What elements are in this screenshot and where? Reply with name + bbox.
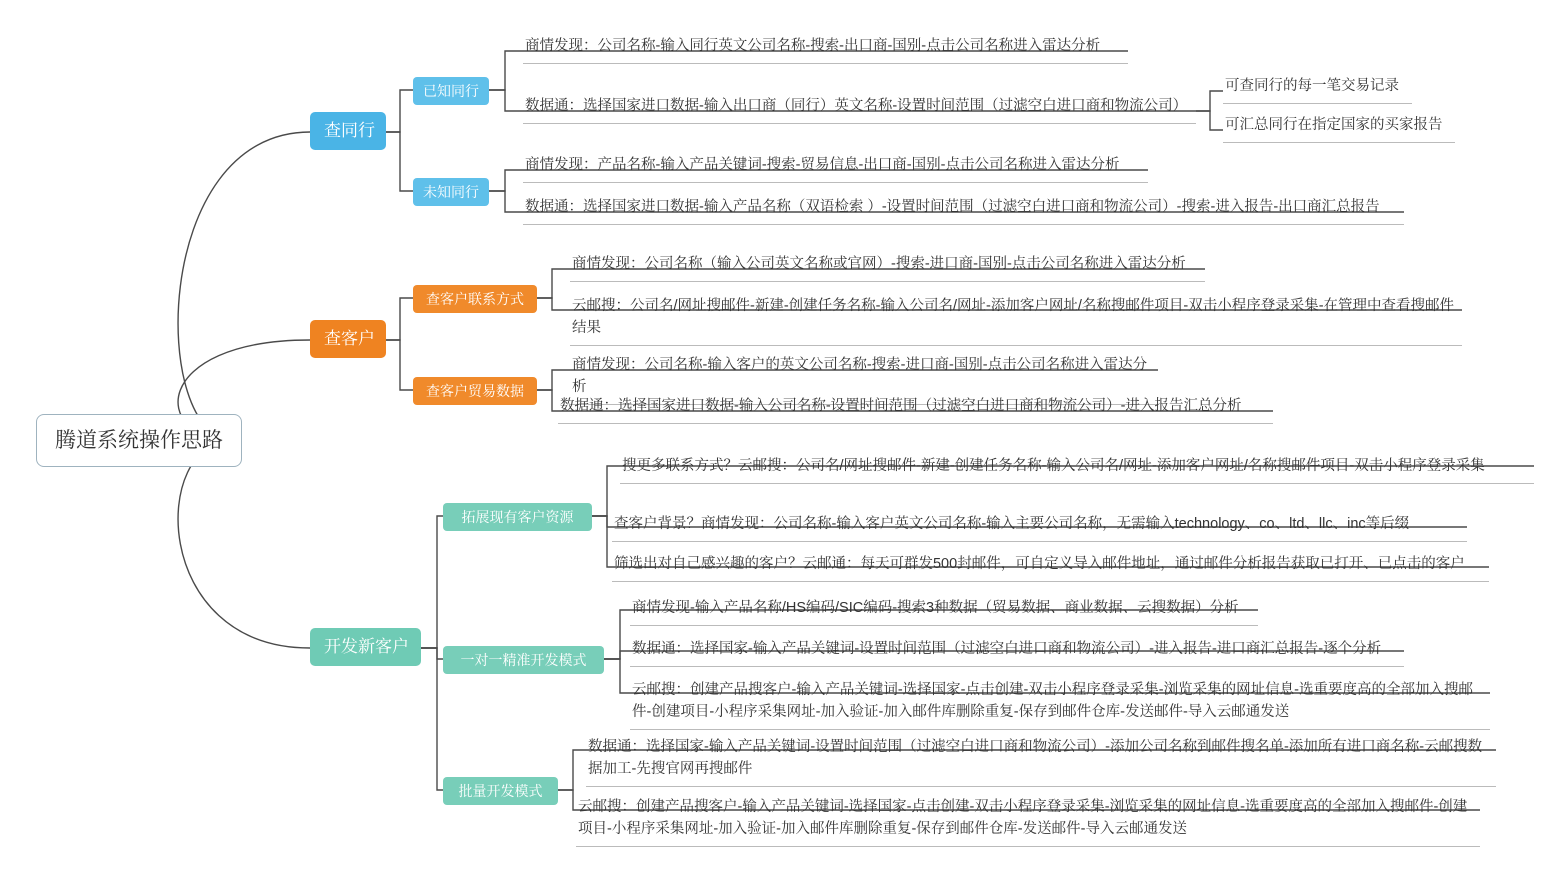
- subbranch-customer-contact[interactable]: [413, 285, 537, 313]
- leaf-node: 商情发现：产品名称-输入产品关键词-搜索-贸易信息-出口商-国别-点击公司名称进入雷达分析: [523, 153, 1148, 183]
- subbranch-customer-trade-data[interactable]: [413, 377, 537, 405]
- leaf-node: 云邮搜：创建产品搜客户-输入产品关键词-选择国家-点击创建-双击小程序登录采集-浏览采集的网址信息-选重要度高的全部加入搜邮件-创建项目-小程序采集网址-加入验证-加入邮件库删除重复-保存到邮件仓库-发送邮件-导入云邮通发送: [630, 678, 1490, 730]
- leaf-node: 可查同行的每一笔交易记录: [1223, 74, 1412, 104]
- leaf-node: 云邮搜：创建产品搜客户-输入产品关键词-选择国家-点击创建-双击小程序登录采集-浏览采集的网址信息-选重要度高的全部加入搜邮件-创建项目-小程序采集网址-加入验证-加入邮件库删除重复-保存到邮件仓库-发送邮件-导入云邮通发送: [576, 795, 1480, 847]
- leaf-node: 商情发现：公司名称（输入公司英文名称或官网）-搜索-进口商-国别-点击公司名称进入雷达分析: [570, 252, 1205, 282]
- subbranch-label: 一对一精准开发模式: [460, 652, 587, 668]
- leaf-node: 数据通：选择国家-输入产品关键词-设置时间范围（过滤空白进口商和物流公司）-进入报告-进口商汇总报告-逐个分析: [630, 637, 1404, 667]
- leaf-node: 云邮搜：公司名/网址搜邮件-新建-创建任务名称-输入公司名/网址-添加客户网址/名称搜邮件项目-双击小程序登录采集-在管理中查看搜邮件结果: [570, 294, 1462, 346]
- subbranch-label: 查客户贸易数据: [426, 383, 524, 399]
- leaf-node: 商情发现：公司名称-输入客户的英文公司名称-搜索-进口商-国别-点击公司名称进入雷达分析: [570, 353, 1158, 405]
- leaf-node: 数据通：选择国家进口数据-输入产品名称（双语检索 ）-设置时间范围（过滤空白进口商和物流公司）-搜索-进入报告-出口商汇总报告: [523, 195, 1404, 225]
- leaf-node: 数据通：选择国家进口数据-输入公司名称-设置时间范围（过滤空白进口商和物流公司）-进入报告汇总分析: [558, 394, 1273, 424]
- subbranch-bulk-development-mode[interactable]: [443, 777, 558, 805]
- leaf-node: 筛选出对自己感兴趣的客户？云邮通：每天可群发500封邮件，可自定义导入邮件地址，通过邮件分析报告获取已打开、已点击的客户: [612, 552, 1489, 582]
- branch-label: 查客户: [324, 329, 375, 348]
- leaf-node: 数据通：选择国家进口数据-输入出口商（同行）英文名称-设置时间范围（过滤空白进口商和物流公司）: [523, 94, 1196, 124]
- root-label: 腾道系统操作思路: [55, 429, 223, 452]
- branch-node-kai-fa-xin-ke-hu[interactable]: [310, 628, 421, 666]
- leaf-node: 商情发现-输入产品名称/HS编码/SIC编码-搜索3种数据（贸易数据、商业数据、云搜数据）分析: [630, 596, 1258, 626]
- leaf-node: 可汇总同行在指定国家的买家报告: [1223, 113, 1455, 143]
- subbranch-label: 批量开发模式: [458, 783, 543, 799]
- branch-label: 查同行: [324, 121, 375, 140]
- leaf-node: 搜更多联系方式？云邮搜：公司名/网址搜邮件-新建-创建任务名称-输入公司名/网址-添加客户网址/名称搜邮件项目-双击小程序登录采集: [620, 454, 1534, 484]
- subbranch-expand-existing-customers[interactable]: [443, 503, 592, 531]
- subbranch-unknown-peer[interactable]: [413, 178, 489, 206]
- subbranch-label: 未知同行: [423, 184, 479, 200]
- branch-node-cha-tong-hang[interactable]: [310, 112, 386, 150]
- subbranch-label: 已知同行: [423, 83, 479, 99]
- leaf-node: 查客户背景？商情发现：公司名称-输入客户英文公司名称-输入主要公司名称，无需输入technology、co、ltd、llc、inc等后缀: [612, 512, 1467, 542]
- subbranch-one-to-one-precision-mode[interactable]: [443, 646, 604, 674]
- subbranch-label: 查客户联系方式: [426, 291, 524, 307]
- root-node[interactable]: [36, 414, 242, 467]
- leaf-node: 商情发现：公司名称-输入同行英文公司名称-搜索-出口商-国别-点击公司名称进入雷达分析: [523, 34, 1128, 64]
- leaf-node: 数据通：选择国家-输入产品关键词-设置时间范围（过滤空白进口商和物流公司）-添加公司名称到邮件搜名单-添加所有进口商名称-云邮搜数据加工-先搜官网再搜邮件: [586, 735, 1496, 787]
- branch-label: 开发新客户: [324, 637, 409, 656]
- subbranch-known-peer[interactable]: [413, 77, 489, 105]
- branch-node-cha-ke-hu[interactable]: [310, 320, 386, 358]
- subbranch-label: 拓展现有客户资源: [461, 509, 574, 525]
